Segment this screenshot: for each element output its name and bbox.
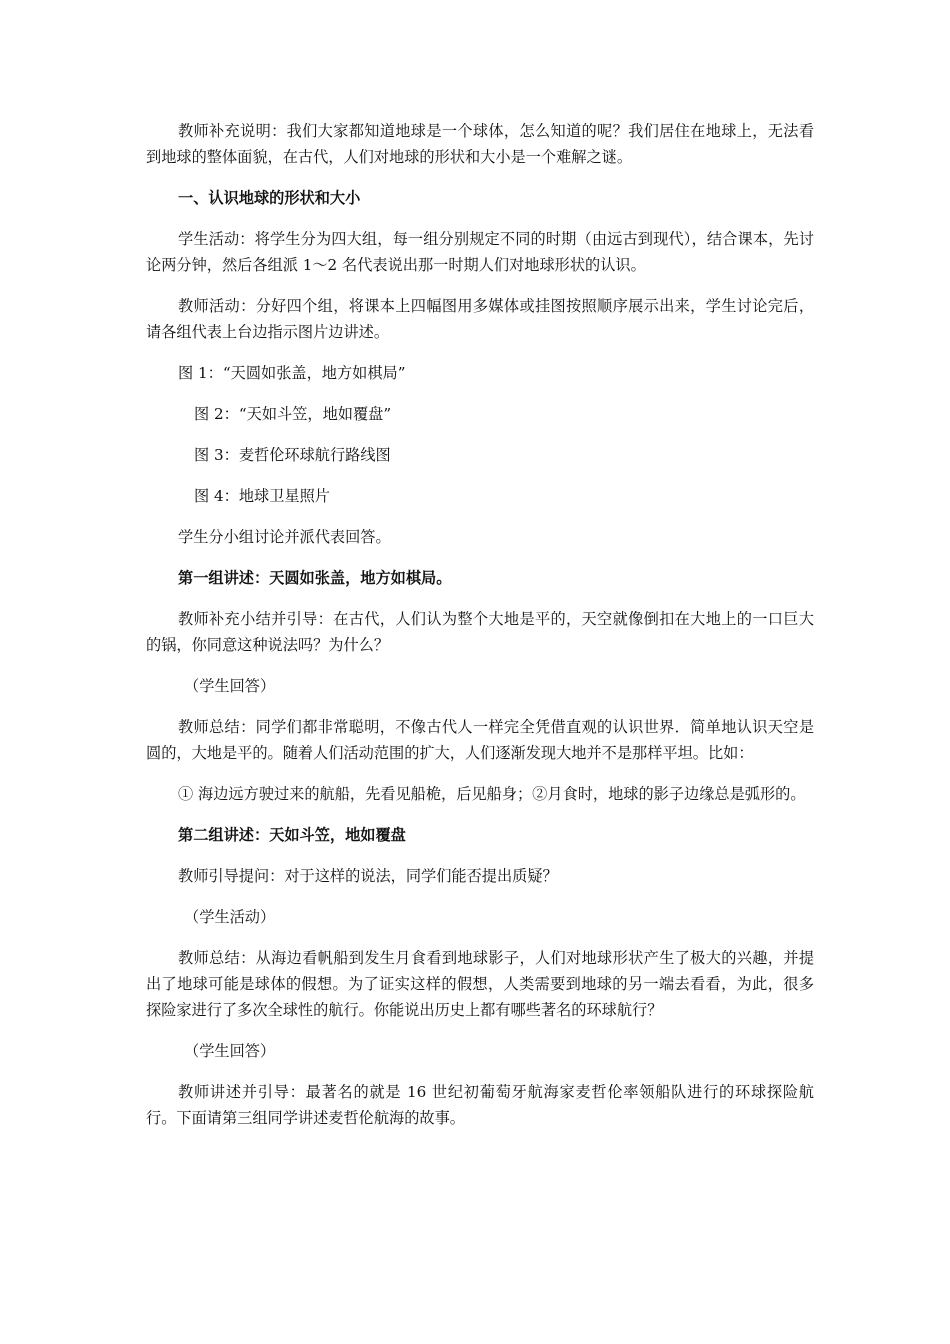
heading-group-one: 第一组讲述：天圆如张盖，地方如棋局。 [178,569,452,587]
figure-caption-3: 图 3：麦哲伦环球航行路线图 [194,446,391,464]
paragraph-group-discussion: 学生分小组讨论并派代表回答。 [178,528,391,546]
paragraph-teacher-activity: 教师活动：分好四个组，将课本上四幅图用多媒体或挂图按照顺序展示出来，学生讨论完后，请各组代表上台边指示图片边讲述。 [146,297,814,341]
paragraph-evidence-list: ① 海边远方驶过来的航船，先看见船桅，后见船身；②月食时，地球的影子边缘总是弧形的。 [178,785,806,803]
paragraph-student-answer-1: （学生回答） [184,677,276,695]
paragraph-teacher-summary-1: 教师总结：同学们都非常聪明，不像古代人一样完全凭借直观的认识世界．简单地认识天空是圆的，大地是平的。随着人们活动范围的扩大，人们逐渐发现大地并不是那样平坦。比如： [146,718,814,762]
document-body [146,118,814,1146]
paragraph-teacher-intro: 教师补充说明：我们大家都知道地球是一个球体，怎么知道的呢？我们居住在地球上，无法看到地球的整体面貌，在古代，人们对地球的形状和大小是一个难解之谜。 [146,122,814,166]
paragraph-teacher-question: 教师引导提问：对于这样的说法，同学们能否提出质疑？ [178,867,558,885]
paragraph-student-activity-2: （学生活动） [184,908,276,926]
paragraph-teacher-narration: 教师讲述并引导：最著名的就是 16 世纪初葡萄牙航海家麦哲伦率领船队进行的环球探险航行。下面请第三组同学讲述麦哲伦航海的故事。 [146,1083,814,1127]
figure-caption-1: 图 1：“天圆如张盖，地方如棋局” [178,364,406,382]
figure-caption-2: 图 2：“天如斗笠，地如覆盘” [194,405,392,423]
paragraph-student-activity: 学生活动：将学生分为四大组，每一组分别规定不同的时期（由远古到现代），结合课本，先讨论两分钟，然后各组派 1～2 名代表说出那一时期人们对地球形状的认识。 [146,230,814,274]
paragraph-teacher-guide-1: 教师补充小结并引导：在古代，人们认为整个大地是平的，天空就像倒扣在大地上的一口巨大的锅，你同意这种说法吗？为什么？ [146,610,814,654]
paragraph-teacher-summary-2: 教师总结：从海边看帆船到发生月食看到地球影子，人们对地球形状产生了极大的兴趣，并提出了地球可能是球体的假想。为了证实这样的假想，人类需要到地球的另一端去看看，为此，很多探险家进行了多次全球性的航行。你能说出历史上都有哪些著名的环球航行？ [146,949,814,1019]
paragraph-student-answer-2: （学生回答） [184,1042,276,1060]
heading-group-two: 第二组讲述：天如斗笠，地如覆盘 [178,826,406,844]
section-heading-earth-shape: 一、认识地球的形状和大小 [178,189,361,207]
figure-caption-4: 图 4：地球卫星照片 [194,487,330,505]
